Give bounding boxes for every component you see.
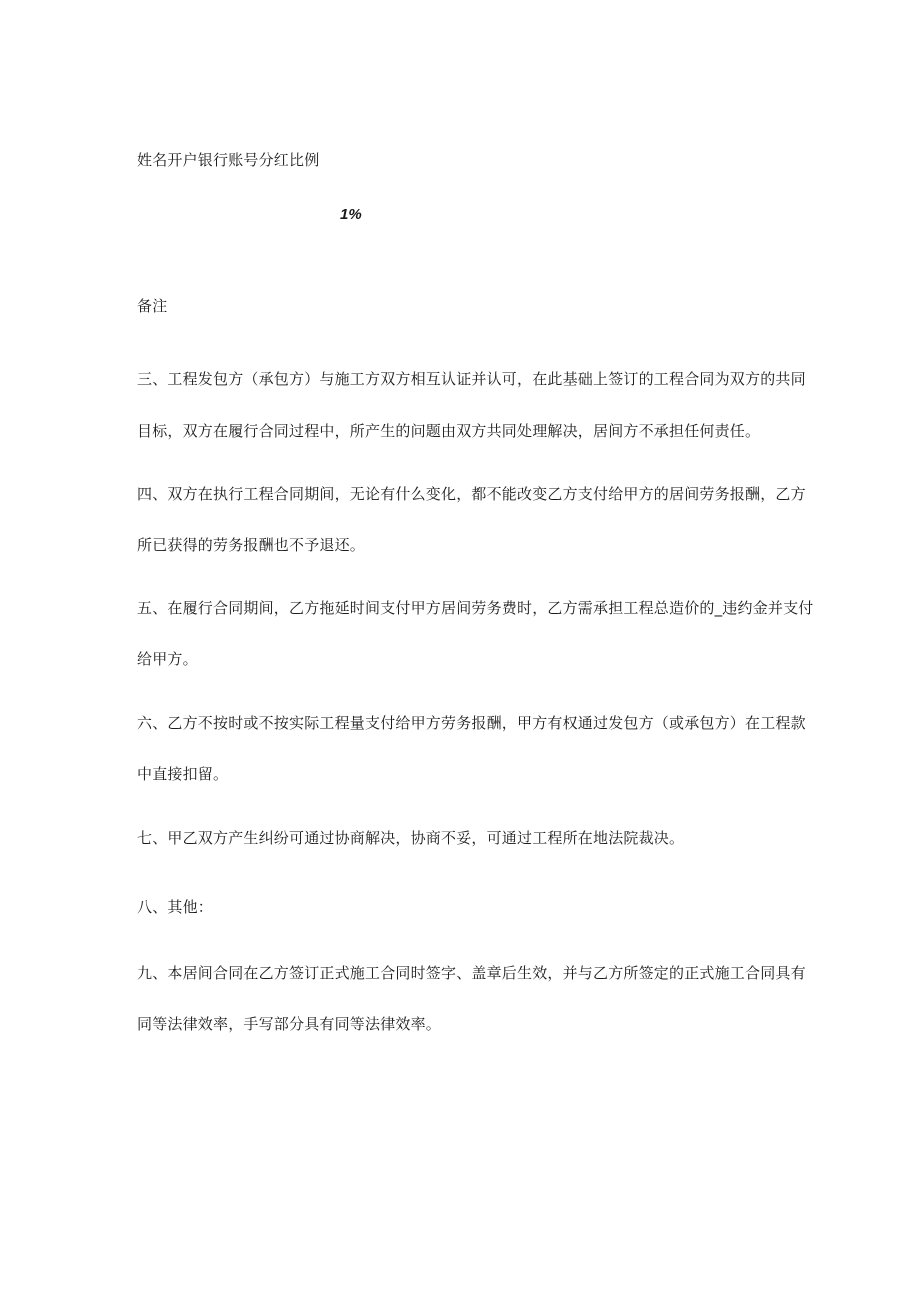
clause-9-line-2: 同等法律效率，手写部分具有同等法律效率。: [137, 1015, 442, 1033]
clause-3-line-1: 三、工程发包方（承包方）与施工方双方相互认证并认可，在此基础上签订的工程合同为双方的共同: [137, 370, 806, 388]
clause-4-line-2: 所已获得的劳务报酬也不予退还。: [137, 536, 366, 554]
clause-4-line-1: 四、双方在执行工程合同期间，无论有什么变化，都不能改变乙方支付给甲方的居间劳务报酬，乙方: [137, 485, 806, 503]
clause-3-line-2: 目标，双方在履行合同过程中，所产生的问题由双方共同处理解决，居间方不承担任何责任。: [137, 422, 761, 440]
clause-9-line-1: 九、本居间合同在乙方签订正式施工合同时签字、盖章后生效，并与乙方所签定的正式施工合同具有: [137, 964, 806, 982]
clause-5-line-1: 五、在履行合同期间，乙方拖延时间支付甲方居间劳务费时，乙方需承担工程总造价的_违约金并支付: [137, 599, 814, 617]
clause-6-line-1: 六、乙方不按时或不按实际工程量支付给甲方劳务报酬，甲方有权通过发包方（或承包方）在工程款: [137, 714, 806, 732]
ratio-value: 1%: [340, 206, 362, 223]
remarks-label: 备注: [137, 297, 168, 315]
clause-8-line-1: 八、其他：: [137, 898, 214, 916]
table-header: 姓名开户银行账号分红比例: [137, 151, 320, 169]
clause-5-line-2: 给甲方。: [137, 650, 198, 668]
clause-7-line-1: 七、甲乙双方产生纠纷可通过协商解决，协商不妥，可通过工程所在地法院裁决。: [137, 829, 685, 847]
clause-6-line-2: 中直接扣留。: [137, 765, 229, 783]
